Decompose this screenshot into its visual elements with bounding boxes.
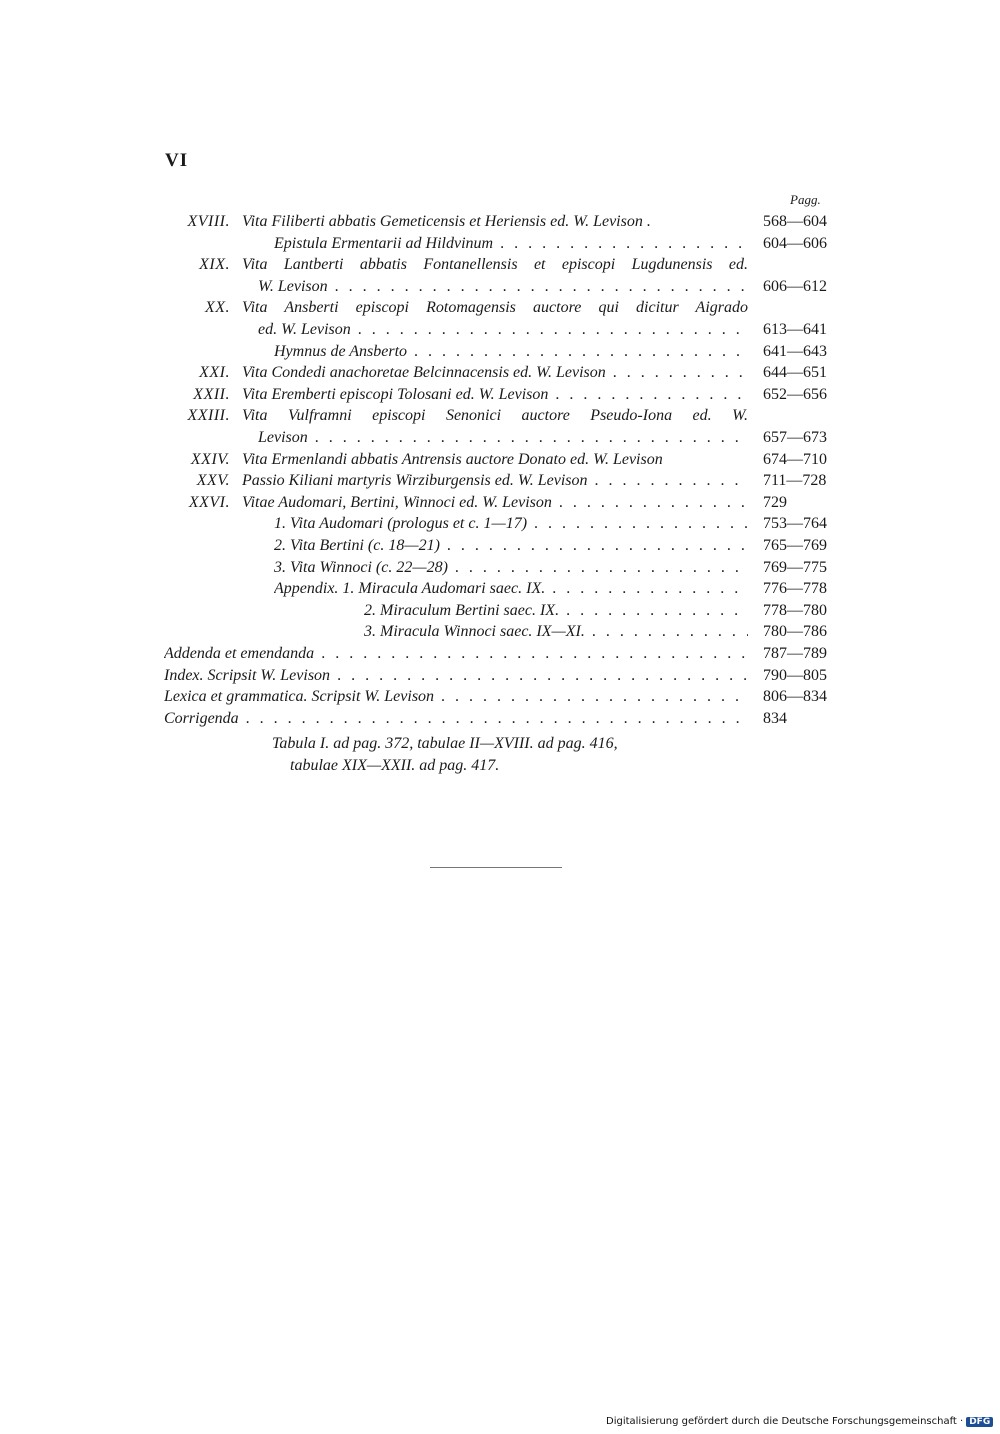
toc-entry-title: Hymnus de Ansberto . . . xyxy=(274,341,748,363)
toc-entry-pages: 657—673 xyxy=(763,429,827,446)
toc-entry-number: XX. xyxy=(204,299,230,317)
toc-entry-pages: 787—789 xyxy=(763,645,827,662)
toc-entry-pages: 776—778 xyxy=(763,580,827,598)
toc-entry-number: XXV. xyxy=(196,472,230,490)
toc-entry-number: XVIII. xyxy=(187,213,230,230)
toc-entry-number: XXIV. xyxy=(190,450,230,468)
toc-entry-pages: 729 xyxy=(763,493,787,511)
toc-entry-pages: 606—612 xyxy=(763,277,827,295)
toc-entry xyxy=(0,341,1000,363)
footer-text: Digitalisierung gefördert durch die Deutsche Forschungsgemeinschaft · xyxy=(606,1416,964,1427)
tabula-line-2: tabulae XIX—XXII. ad pag. 417. xyxy=(290,757,500,774)
toc-entry xyxy=(0,297,1000,319)
toc-entry xyxy=(0,557,1000,579)
toc-entry-pages: 641—643 xyxy=(763,342,827,360)
toc-entry-title: Passio Kiliani martyris Wirziburgensis ed. W. Levison . . . xyxy=(242,470,748,492)
toc-entry xyxy=(0,600,1000,622)
toc-entry xyxy=(0,211,1000,233)
toc-entry-title: Vitae Audomari, Bertini, Winnoci ed. W. Levison . . . xyxy=(242,492,748,514)
toc-entry xyxy=(0,665,1000,687)
toc-entry xyxy=(0,233,1000,255)
toc-entry-number: XXIII. xyxy=(187,407,230,425)
toc-entry-title: 3. Vita Winnoci (c. 22—28) . . . xyxy=(274,557,748,579)
toc-entry xyxy=(0,427,1000,449)
toc-entry-pages: 834 xyxy=(763,709,787,727)
toc-entry xyxy=(0,470,1000,492)
toc-entry-title: 3. Miracula Winnoci saec. IX—XI. . . . xyxy=(364,621,748,643)
toc-entry-title: Vita Lantberti abbatis Fontanellensis et episcopi Lugdunensis ed. xyxy=(242,256,748,274)
toc-entry-pages: 769—775 xyxy=(763,558,827,576)
toc-entry xyxy=(0,405,1000,427)
dfg-logo: DFG xyxy=(966,1417,993,1427)
toc-entry xyxy=(0,535,1000,557)
toc-entry-title: Vita Vulframni episcopi Senonici auctore Pseudo-Iona ed. W. xyxy=(242,407,748,425)
toc-entry-title: Corrigenda . . . xyxy=(164,708,748,730)
toc-entry-title: Levison . . . xyxy=(258,427,748,449)
toc-entry-pages: 674—710 xyxy=(763,450,827,468)
toc-entry-title: Vita Ermenlandi abbatis Antrensis auctore Donato ed. W. Levison xyxy=(242,450,663,468)
toc-entry-pages: 765—769 xyxy=(763,537,827,554)
toc-entry-title: Epistula Ermentarii ad Hildvinum . . . xyxy=(274,233,748,255)
toc-entry xyxy=(0,276,1000,298)
toc-entry xyxy=(0,643,1000,665)
toc-entry xyxy=(0,621,1000,643)
toc-entry-pages: 790—805 xyxy=(763,666,827,684)
toc-entry-pages: 613—641 xyxy=(763,321,827,338)
toc-entry xyxy=(0,492,1000,514)
toc-entry-pages: 780—786 xyxy=(763,623,827,641)
toc-entry xyxy=(0,362,1000,384)
section-divider xyxy=(430,867,562,868)
toc-entry-title: Vita Filiberti abbatis Gemeticensis et Heriensis ed. W. Levison . xyxy=(242,213,651,230)
toc-entry xyxy=(0,708,1000,730)
toc-entry-title: ed. W. Levison . . . xyxy=(258,319,748,341)
toc-entry xyxy=(0,319,1000,341)
toc-entry xyxy=(0,578,1000,600)
toc-entry-number: XIX. xyxy=(199,256,230,274)
toc-entry-number: XXVI. xyxy=(188,493,230,511)
toc-entry-pages: 644—651 xyxy=(763,364,827,382)
toc-entry-pages: 806—834 xyxy=(763,688,827,706)
toc-entry xyxy=(0,686,1000,708)
toc-entry-title: 2. Vita Bertini (c. 18—21) . . . xyxy=(274,535,748,557)
toc-entry-title: 2. Miraculum Bertini saec. IX. . . . xyxy=(364,600,748,622)
toc-entry-number: XXI. xyxy=(199,364,230,382)
toc-entry xyxy=(0,513,1000,535)
toc-entry-title: W. Levison . . . xyxy=(258,276,748,298)
toc-entry xyxy=(0,449,1000,471)
toc-entry-pages: 711—728 xyxy=(763,472,827,490)
toc-entry-pages: 753—764 xyxy=(763,515,827,533)
toc-entry xyxy=(0,254,1000,276)
toc-entry-title: Vita Condedi anachoretae Belcinnacensis ed. W. Levison . . . xyxy=(242,362,748,384)
toc-entry xyxy=(0,384,1000,406)
toc-entry-pages: 778—780 xyxy=(763,601,827,619)
toc-entry-title: Index. Scripsit W. Levison . . . xyxy=(164,665,748,687)
footer-credit xyxy=(606,1416,993,1427)
toc-entry-title: Vita Eremberti episcopi Tolosani ed. W. Levison . . . xyxy=(242,384,748,406)
toc-entry-title: Appendix. 1. Miracula Audomari saec. IX. . . . xyxy=(274,578,748,600)
toc-entry-pages: 652—656 xyxy=(763,385,827,403)
pages-column-header: Pagg. xyxy=(790,192,821,207)
toc-entry-title: 1. Vita Audomari (prologus et c. 1—17) . . . xyxy=(274,513,748,535)
toc-entry-title: Vita Ansberti episcopi Rotomagensis auctore qui dicitur Aigrado xyxy=(242,299,748,317)
page-number: VI xyxy=(165,150,189,171)
toc-entry-pages: 568—604 xyxy=(763,213,827,230)
toc-entry-pages: 604—606 xyxy=(763,234,827,252)
tabula-line-1: Tabula I. ad pag. 372, tabulae II—XVIII. ad pag. 416, xyxy=(272,735,618,752)
toc-entry-title: Lexica et grammatica. Scripsit W. Levison . . . xyxy=(164,686,748,708)
toc-entry-number: XXII. xyxy=(193,385,230,403)
toc-entry-title: Addenda et emendanda . . . xyxy=(164,643,748,665)
